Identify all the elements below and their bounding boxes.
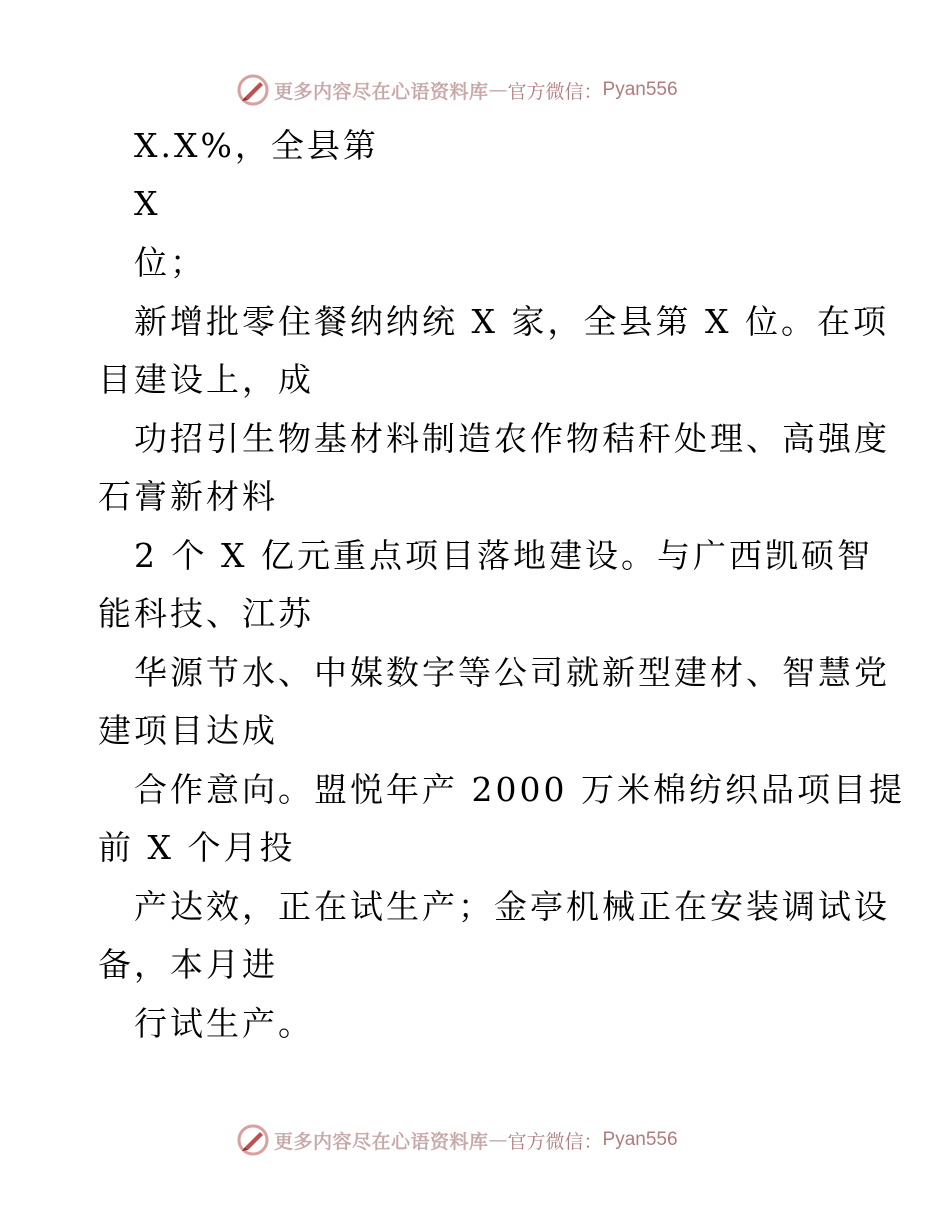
body-line: 华源节水、中媒数字等公司就新型建材、智慧党: [134, 653, 890, 692]
footer-watermark: [236, 1122, 678, 1158]
body-line: 产达效，正在试生产；金亭机械正在安装调试设: [134, 887, 890, 926]
body-line: 新增批零住餐纳纳统 X 家，全县第 X 位。在项: [134, 302, 889, 341]
pen-logo-icon: [236, 73, 270, 107]
body-line: X.X%，全县第: [134, 126, 379, 165]
watermark-wechat-label: 官方微信：: [507, 1130, 603, 1153]
body-line: 合作意向。盟悦年产 2000 万米棉纺织品项目提: [134, 770, 905, 809]
body-line: 目建设上，成: [98, 360, 314, 399]
watermark-wechat-id: Pyan556: [602, 79, 678, 100]
header-watermark: [236, 72, 678, 108]
body-line: 前 X 个月投: [98, 828, 296, 867]
body-line: 备，本月进: [98, 945, 278, 984]
watermark-wechat-id: Pyan556: [602, 1129, 678, 1150]
watermark-dash: —: [488, 79, 508, 101]
body-line: 石膏新材料: [98, 477, 278, 516]
body-line: 2 个 X 亿元重点项目落地建设。与广西凯硕智: [134, 536, 873, 575]
body-line: 位；: [134, 243, 206, 282]
watermark-text: 更多内容尽在心语资料库: [274, 1130, 489, 1153]
watermark-text: 更多内容尽在心语资料库: [274, 80, 489, 103]
body-line: 功招引生物基材料制造农作物秸秆处理、高强度: [134, 419, 890, 458]
pen-logo-icon: [236, 1123, 270, 1157]
body-line: X: [134, 184, 161, 223]
body-line: 能科技、江苏: [98, 594, 314, 633]
watermark-wechat-label: 官方微信：: [507, 80, 603, 103]
body-line: 行试生产。: [134, 1004, 314, 1043]
watermark-dash: —: [488, 1129, 508, 1151]
body-line: 建项目达成: [98, 711, 278, 750]
